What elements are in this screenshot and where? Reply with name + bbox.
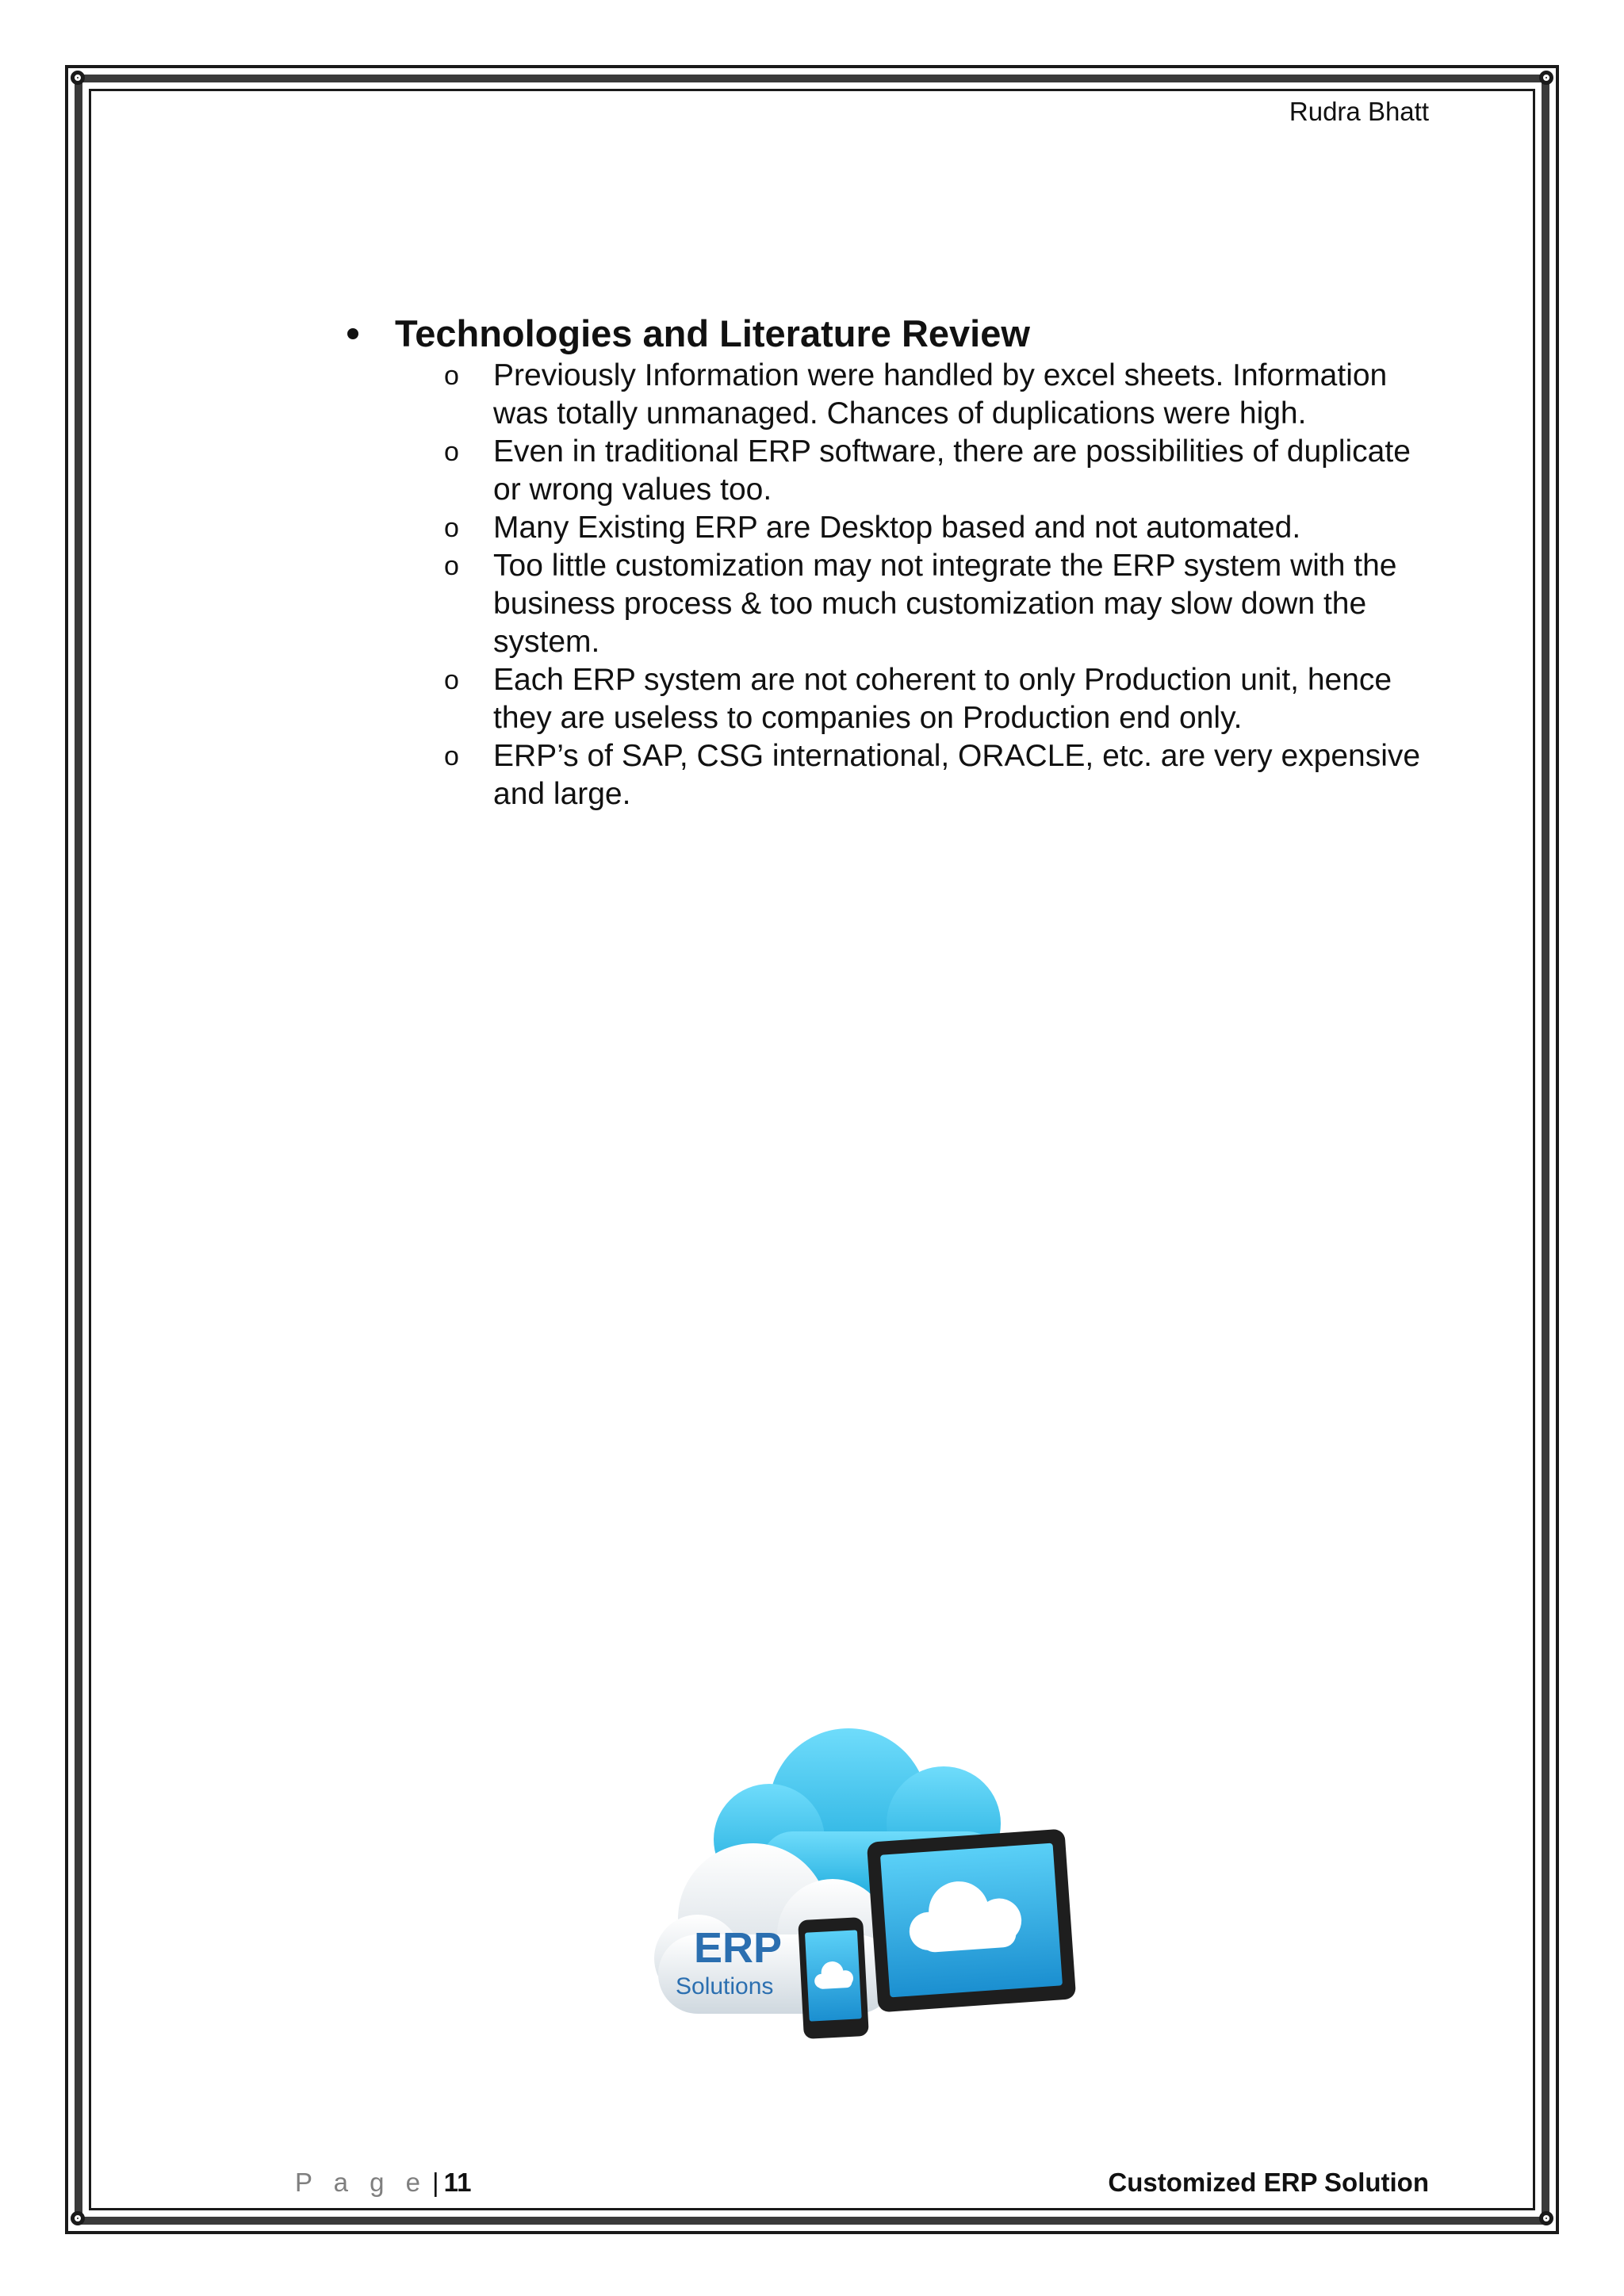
footer-document-title: Customized ERP Solution (1108, 2168, 1429, 2197)
list-item (444, 547, 1451, 661)
header-author: Rudra Bhatt (1289, 97, 1429, 126)
hollow-bullet-icon: o (444, 513, 459, 543)
list-item (444, 433, 1451, 509)
list-item (444, 737, 1451, 813)
footer-page-label (295, 2168, 471, 2198)
sub-bullet-list (395, 357, 1451, 813)
page-separator: | (431, 2168, 439, 2197)
list-item-text: Many Existing ERP are Desktop based and not automated. (493, 511, 1301, 545)
page-number: 11 (443, 2168, 472, 2197)
list-item (444, 661, 1451, 737)
erp-logo-subtext: Solutions (676, 1973, 774, 1999)
hollow-bullet-icon: o (444, 665, 459, 695)
list-item-text: Previously Information were handled by excel sheets. Information was totally unmanaged. Chances of duplications were high. (493, 358, 1388, 430)
hollow-bullet-icon: o (444, 437, 459, 467)
erp-logo-text: ERP (694, 1924, 783, 1972)
main-content (341, 311, 1451, 813)
erp-cloud-illustration (650, 1720, 1094, 2053)
page-label-text: P a g e (295, 2168, 427, 2197)
list-item-text: Too little customization may not integrate the ERP system with the business process & too much customization may slow down the system. (493, 549, 1397, 659)
border-corner-ornament (71, 2211, 85, 2225)
bullet-dot-icon (347, 328, 358, 339)
list-item-text: ERP’s of SAP, CSG international, ORACLE, etc. are very expensive and large. (493, 739, 1421, 811)
tablet-icon (867, 1829, 1076, 2013)
hollow-bullet-icon: o (444, 741, 459, 771)
list-item-text: Each ERP system are not coherent to only Production unit, hence they are useless to companies on Production end only. (493, 663, 1392, 735)
section-title: Technologies and Literature Review (395, 312, 1030, 354)
section-technologies-review (341, 311, 1451, 813)
hollow-bullet-icon: o (444, 551, 459, 581)
border-corner-ornament (1539, 2211, 1553, 2225)
border-corner-ornament (71, 71, 85, 85)
list-item-text: Even in traditional ERP software, there are possibilities of duplicate or wrong values too. (493, 434, 1411, 507)
smartphone-icon (798, 1917, 869, 2039)
list-item (444, 509, 1451, 547)
border-corner-ornament (1539, 71, 1553, 85)
list-item (444, 357, 1451, 433)
hollow-bullet-icon: o (444, 361, 459, 391)
